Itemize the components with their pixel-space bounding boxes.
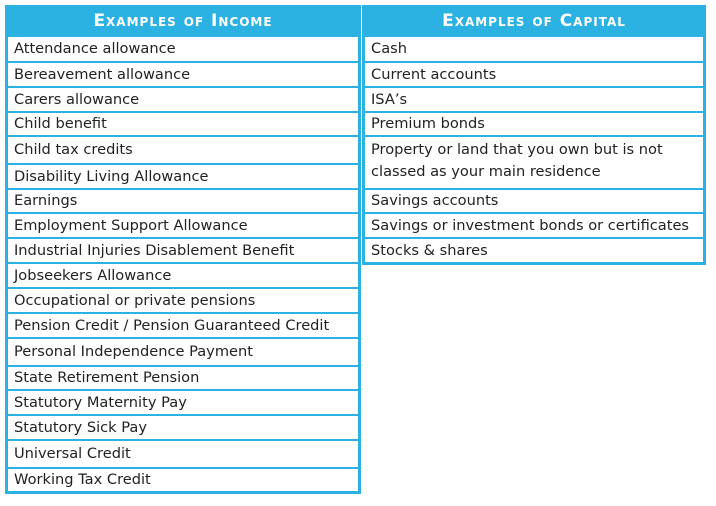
capital-item: Premium bonds — [365, 111, 703, 135]
income-item: Statutory Maternity Pay — [8, 389, 358, 414]
income-item: Universal Credit — [8, 439, 358, 467]
capital-list — [362, 37, 706, 265]
capital-item: Savings accounts — [365, 188, 703, 212]
income-item: Personal Independence Payment — [8, 337, 358, 365]
income-item: Carers allowance — [8, 86, 358, 111]
income-table — [5, 5, 361, 494]
capital-item: Stocks & shares — [365, 237, 703, 262]
capital-item: Savings or investment bonds or certificates — [365, 212, 703, 237]
income-item: Child benefit — [8, 111, 358, 135]
income-item: Industrial Injuries Disablement Benefit — [8, 237, 358, 262]
capital-table — [362, 5, 706, 265]
income-item: Pension Credit / Pension Guaranteed Credit — [8, 312, 358, 337]
capital-item: Property or land that you own but is not classed as your main residence — [365, 135, 703, 188]
income-item: Statutory Sick Pay — [8, 414, 358, 439]
capital-item: ISA’s — [365, 86, 703, 111]
capital-header: Examples of Capital — [362, 5, 706, 37]
income-item: State Retirement Pension — [8, 365, 358, 389]
income-list — [5, 37, 361, 494]
capital-item: Current accounts — [365, 61, 703, 86]
income-item: Bereavement allowance — [8, 61, 358, 86]
income-item: Occupational or private pensions — [8, 287, 358, 312]
income-header: Examples of Income — [5, 5, 361, 37]
income-item: Jobseekers Allowance — [8, 262, 358, 287]
income-item: Working Tax Credit — [8, 467, 358, 491]
income-item: Attendance allowance — [14, 40, 176, 57]
income-item: Employment Support Allowance — [8, 212, 358, 237]
income-item: Child tax credits — [8, 135, 358, 163]
capital-item: Cash — [371, 40, 407, 57]
income-item: Disability Living Allowance — [8, 163, 358, 188]
income-item: Earnings — [8, 188, 358, 212]
